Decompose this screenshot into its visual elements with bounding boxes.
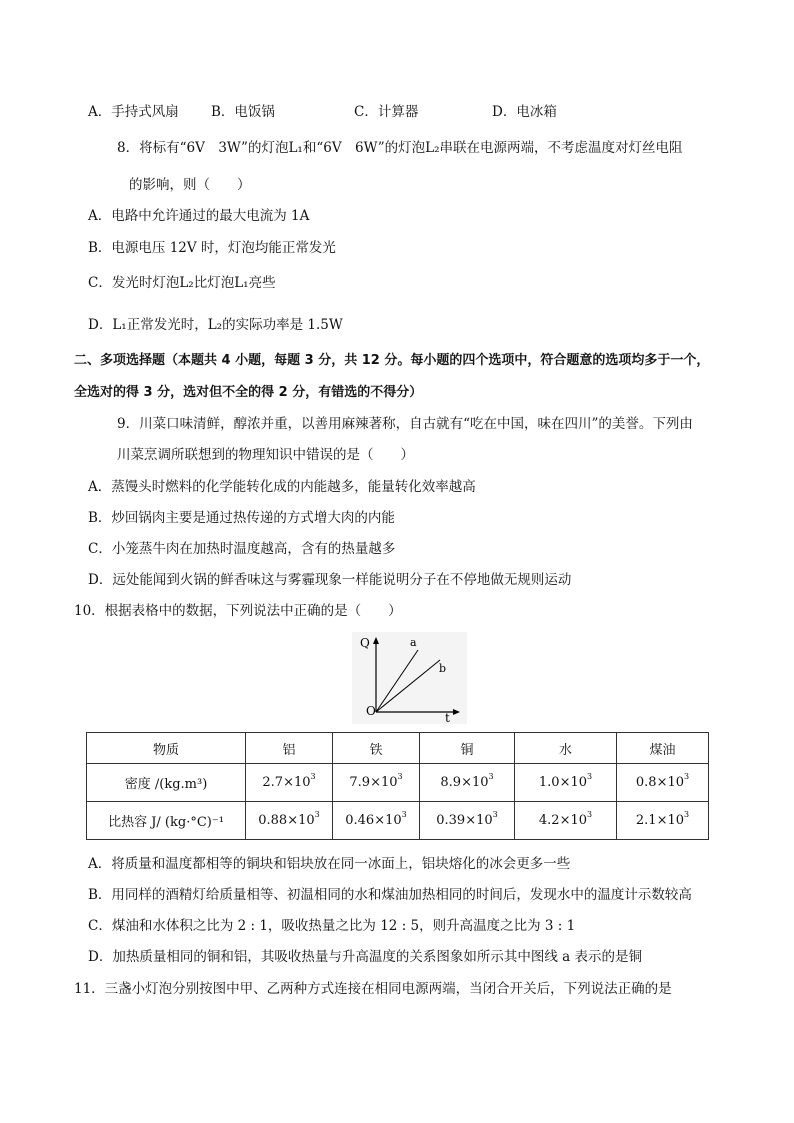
q10-option-d: D．加热质量相同的铜和铝，其吸收热量与升高温度的关系图象如所示其中图线 a 表示的是铜 [88, 949, 642, 965]
materials-table [86, 732, 709, 840]
q11-stem: 11．三盏小灯泡分别按图中甲、乙两种方式连接在相同电源两端，当闭合开关后，下列说法正确的是 [74, 981, 672, 997]
table-cell: $2.7\times 10^3$ [246, 764, 333, 802]
table-header-cell: 铁 [333, 733, 420, 764]
table-cell: $1.0\times 10^3$ [515, 764, 617, 802]
q9-option-c: C．小笼蒸牛肉在加热时温度越高，含有的热量越多 [88, 541, 396, 557]
table-cell: $0.46\times 10^3$ [333, 802, 420, 840]
q9-stem-line1: 9．川菜口味清鲜，醇浓并重，以善用麻辣著称，自古就有“吃在中国，味在四川”的美誉。下列由 [117, 416, 693, 432]
row-label-specific-heat: 比热容 J/ (kg·°C)⁻¹ [87, 802, 246, 840]
table-row-specific-heat [87, 802, 709, 840]
q8-option-a: A．电路中允许通过的最大电流为 1A [88, 208, 310, 224]
table-cell: $0.88\times 10^3$ [246, 802, 333, 840]
q9-option-d: D．远处能闻到火锅的鲜香味这与雾霾现象一样能说明分子在不停地做无规则运动 [88, 572, 572, 588]
line-b-label: b [439, 662, 447, 675]
q7-option-c: C．计算器 [354, 104, 419, 120]
q10-option-a: A．将质量和温度都相等的铜块和铝块放在同一冰面上，铝块熔化的冰会更多一些 [88, 856, 571, 872]
q10-option-c: C．煤油和水体积之比为 2 : 1，吸收热量之比为 12 : 5，则升高温度之比为 3 : 1 [88, 918, 576, 934]
q7-option-a: A．手持式风扇 [88, 104, 179, 120]
section2-heading-line2: 全选对的得 3 分，选对但不全的得 2 分，有错选的不得分） [74, 385, 423, 400]
q8-option-d: D．L₁正常发光时，L₂的实际功率是 1.5W [88, 317, 343, 333]
table-header-cell: 煤油 [617, 733, 709, 764]
table-cell: $4.2\times 10^3$ [515, 802, 617, 840]
table-header-cell: 铝 [246, 733, 333, 764]
x-axis-label: t [445, 711, 450, 724]
y-axis-label: Q [360, 636, 370, 650]
table-header-cell: 水 [515, 733, 617, 764]
q10-option-b: B．用同样的酒精灯给质量相等、初温相同的水和煤油加热相同的时间后，发现水中的温度计示数较高 [88, 887, 692, 903]
table-cell: $8.9\times 10^3$ [420, 764, 515, 802]
section2-heading-line1: 二、多项选择题（本题共 4 小题，每题 3 分，共 12 分。每小题的四个选项中，符合题意的选项均多于一个， [74, 353, 710, 368]
q8-option-b: B．电源电压 12V 时，灯泡均能正常发光 [88, 240, 336, 256]
line-a-label: a [410, 636, 417, 649]
q9-option-b: B．炒回锅肉主要是通过热传递的方式增大肉的内能 [88, 510, 395, 526]
origin-label: O [366, 704, 376, 718]
q9-option-a: A．蒸馒头时燃料的化学能转化成的内能越多，能量转化效率越高 [88, 479, 476, 495]
q7-options-row [88, 102, 557, 122]
table-cell: $7.9\times 10^3$ [333, 764, 420, 802]
q8-stem-line1: 8．将标有“6V 3W”的灯泡L₁和“6V 6W”的灯泡L₂串联在电源两端，不考虑温度对灯丝电阻 [117, 140, 683, 156]
q8-option-c: C．发光时灯泡L₂比灯泡L₁亮些 [88, 275, 276, 291]
q9-stem-line2: 川菜烹调所联想到的物理知识中错误的是（ ） [117, 447, 414, 463]
q8-stem-line2: 的影响，则（ ） [129, 177, 251, 193]
table-header-row [87, 733, 709, 764]
table-cell: $0.39\times 10^3$ [420, 802, 515, 840]
row-label-density: 密度 /(kg.m³) [87, 764, 246, 802]
q7-option-b: B．电饭锅 [211, 104, 275, 120]
table-cell: $2.1\times 10^3$ [617, 802, 709, 840]
table-header-cell: 铜 [420, 733, 515, 764]
table-cell: $0.8\times 10^3$ [617, 764, 709, 802]
table-row-density [87, 764, 709, 802]
table-header-cell: 物质 [87, 733, 246, 764]
q-t-graph [352, 632, 467, 724]
q10-stem: 10．根据表格中的数据，下列说法中正确的是（ ） [74, 603, 402, 619]
q7-option-d: D．电冰箱 [492, 104, 557, 120]
